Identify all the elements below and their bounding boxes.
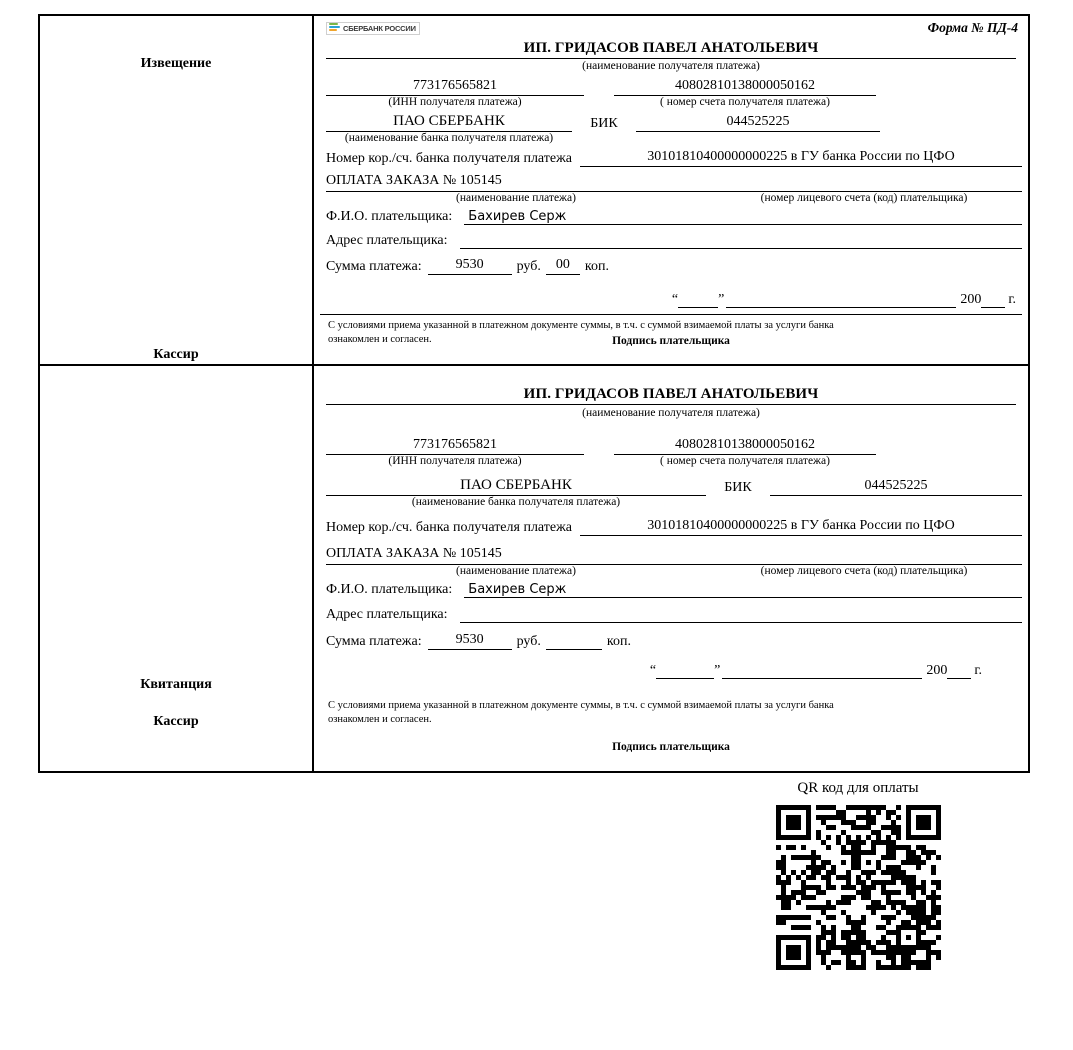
korr-row-top bbox=[320, 149, 1022, 167]
address-label-top: Адрес плательщика: bbox=[326, 233, 448, 248]
recipient-name-bottom: ИП. ГРИДАСОВ ПАВЕЛ АНАТОЛЬЕВИЧ bbox=[523, 386, 819, 402]
purpose-caption-bottom: (наименование платежа) bbox=[456, 565, 576, 577]
purpose-row-top bbox=[320, 173, 1022, 192]
bank-name-bottom: ПАО СБЕРБАНК bbox=[326, 477, 706, 496]
address-value-top bbox=[460, 233, 1022, 249]
inn-account-captions-bottom bbox=[320, 455, 1022, 467]
amount-kop-bottom bbox=[546, 632, 602, 650]
terms-line1-bottom: С условиями приема указанной в платежном документе суммы, в т.ч. с суммой взимаемой платы за услуги банка bbox=[328, 700, 834, 711]
bik-value-bottom: 044525225 bbox=[770, 478, 1022, 496]
label-cashier-bottom: Кассир bbox=[153, 714, 199, 729]
personal-account-caption-bottom: (номер лицевого счета (код) плательщика) bbox=[760, 565, 968, 577]
recipient-rule-bottom bbox=[326, 404, 1016, 405]
signature-label-top: Подпись плательщика bbox=[612, 335, 730, 348]
year-suffix-top: г. bbox=[1008, 292, 1016, 307]
label-cashier-top: Кассир bbox=[153, 347, 199, 362]
purpose-value-bottom: ОПЛАТА ЗАКАЗА № 105145 bbox=[326, 546, 706, 565]
address-row-top bbox=[320, 233, 1022, 249]
notice-left-labels bbox=[40, 16, 314, 364]
date-row-bottom bbox=[320, 660, 1022, 679]
account-value-top: 40802810138000050162 bbox=[614, 78, 876, 96]
payer-row-bottom bbox=[320, 582, 1022, 598]
date-month-line-top bbox=[726, 289, 956, 308]
payer-name-top: Бахирев Серж bbox=[464, 209, 1022, 225]
korr-row-bottom bbox=[320, 518, 1022, 536]
inn-value-top: 773176565821 bbox=[326, 78, 584, 96]
rub-word-bottom: руб. bbox=[516, 634, 541, 649]
inn-account-row-top bbox=[320, 78, 1022, 96]
date-row-top bbox=[320, 289, 1022, 308]
sberbank-logo-text: СБЕРБАНК РОССИИ bbox=[343, 23, 416, 33]
amount-rub-top: 9530 bbox=[428, 257, 512, 275]
kop-word-top: коп. bbox=[584, 259, 609, 274]
receipt-left-labels bbox=[40, 366, 314, 771]
year-suffix-bottom: г. bbox=[974, 663, 982, 678]
receipt-right-content bbox=[314, 366, 1028, 771]
address-value-bottom bbox=[460, 607, 1022, 623]
inn-account-row-bottom bbox=[320, 437, 1022, 455]
date-quote-close-bottom: ” bbox=[714, 663, 721, 678]
amount-row-top bbox=[320, 257, 1022, 275]
personal-account-caption-top: (номер лицевого счета (код) плательщика) bbox=[760, 192, 968, 204]
inn-value-bottom: 773176565821 bbox=[326, 437, 584, 455]
payer-name-bottom: Бахирев Серж bbox=[464, 582, 1022, 598]
notice-section bbox=[40, 16, 1028, 366]
inn-caption-bottom: (ИНН получателя платежа) bbox=[388, 455, 522, 467]
amount-rub-bottom: 9530 bbox=[428, 632, 512, 650]
korr-value-top: 30101810400000000225 в ГУ банка России по ЦФО bbox=[580, 149, 1022, 167]
recipient-caption-top: (наименование получателя платежа) bbox=[582, 60, 760, 72]
qr-title: QR код для оплаты bbox=[797, 780, 919, 796]
amount-row-bottom bbox=[320, 632, 1022, 650]
amount-label-top: Сумма платежа: bbox=[326, 259, 422, 274]
date-month-line-bottom bbox=[722, 660, 922, 679]
label-receipt: Квитанция bbox=[140, 677, 212, 692]
purpose-caption-top: (наименование платежа) bbox=[456, 192, 576, 204]
bank-caption-bottom: (наименование банка получателя платежа) bbox=[411, 496, 621, 508]
date-day-line-top bbox=[678, 289, 718, 308]
amount-label-bottom: Сумма платежа: bbox=[326, 634, 422, 649]
date-year-line-bottom bbox=[947, 660, 971, 679]
rub-word-top: руб. bbox=[516, 259, 541, 274]
bank-bik-row-bottom bbox=[320, 477, 1022, 496]
payment-form bbox=[38, 14, 1030, 773]
date-quote-open-top: “ bbox=[671, 292, 679, 307]
korr-label-bottom: Номер кор./сч. банка получателя платежа bbox=[326, 520, 572, 535]
amount-kop-top: 00 bbox=[546, 257, 580, 275]
purpose-value-top: ОПЛАТА ЗАКАЗА № 105145 bbox=[326, 173, 706, 192]
sberbank-logo bbox=[326, 22, 420, 35]
kop-word-bottom: коп. bbox=[606, 634, 631, 649]
bik-label-top: БИК bbox=[590, 116, 618, 131]
korr-value-bottom: 30101810400000000225 в ГУ банка России по ЦФО bbox=[580, 518, 1022, 536]
terms-block-top bbox=[320, 314, 1022, 347]
year-prefix-bottom: 200 bbox=[926, 663, 948, 678]
purpose-row-bottom bbox=[320, 546, 1022, 565]
payer-row-top bbox=[320, 209, 1022, 225]
signature-label-bottom: Подпись плательщика bbox=[612, 741, 730, 754]
bank-caption-top: (наименование банка получателя платежа) bbox=[344, 132, 554, 144]
purpose-captions-bottom bbox=[320, 565, 1022, 577]
address-row-bottom bbox=[320, 607, 1022, 623]
personal-account-line-bottom bbox=[706, 546, 1022, 565]
personal-account-line-top bbox=[706, 173, 1022, 192]
account-caption-top: ( номер счета получателя платежа) bbox=[660, 96, 830, 108]
form-number: Форма № ПД-4 bbox=[927, 20, 1018, 35]
address-label-bottom: Адрес плательщика: bbox=[326, 607, 448, 622]
account-caption-bottom: ( номер счета получателя платежа) bbox=[660, 455, 830, 467]
payer-label-bottom: Ф.И.О. плательщика: bbox=[326, 582, 453, 597]
date-quote-close-top: ” bbox=[718, 292, 725, 307]
label-notice: Извещение bbox=[140, 56, 212, 71]
notice-topline bbox=[320, 20, 1022, 36]
terms-line2-top: ознакомлен и согласен. bbox=[328, 334, 432, 346]
payer-label-top: Ф.И.О. плательщика: bbox=[326, 209, 453, 224]
recipient-rule-top bbox=[326, 58, 1016, 59]
inn-account-captions-top bbox=[320, 96, 1022, 108]
inn-caption-top: (ИНН получателя платежа) bbox=[388, 96, 522, 108]
notice-right-content bbox=[314, 16, 1028, 364]
date-day-line-bottom bbox=[656, 660, 714, 679]
terms-line2-bottom: ознакомлен и согласен. bbox=[328, 714, 432, 726]
qr-code-image bbox=[776, 805, 941, 970]
date-year-line-top bbox=[981, 289, 1005, 308]
receipt-section bbox=[40, 366, 1028, 771]
bank-name-top: ПАО СБЕРБАНК bbox=[326, 113, 572, 132]
date-quote-open-bottom: “ bbox=[649, 663, 657, 678]
korr-label-top: Номер кор./сч. банка получателя платежа bbox=[326, 151, 572, 166]
account-value-bottom: 40802810138000050162 bbox=[614, 437, 876, 455]
bik-label-bottom: БИК bbox=[724, 480, 752, 495]
recipient-name-top: ИП. ГРИДАСОВ ПАВЕЛ АНАТОЛЬЕВИЧ bbox=[523, 40, 819, 56]
bik-value-top: 044525225 bbox=[636, 114, 880, 132]
bank-bik-row-top bbox=[320, 113, 1022, 132]
terms-line1-top: С условиями приема указанной в платежном документе суммы, в т.ч. с суммой взимаемой платы за услуги банка bbox=[328, 320, 834, 331]
sberbank-mark-icon bbox=[329, 23, 340, 33]
qr-block bbox=[733, 780, 983, 970]
year-prefix-top: 200 bbox=[960, 292, 982, 307]
recipient-caption-bottom: (наименование получателя платежа) bbox=[582, 407, 760, 419]
terms-block-bottom bbox=[320, 699, 1022, 753]
purpose-captions-top bbox=[320, 192, 1022, 204]
